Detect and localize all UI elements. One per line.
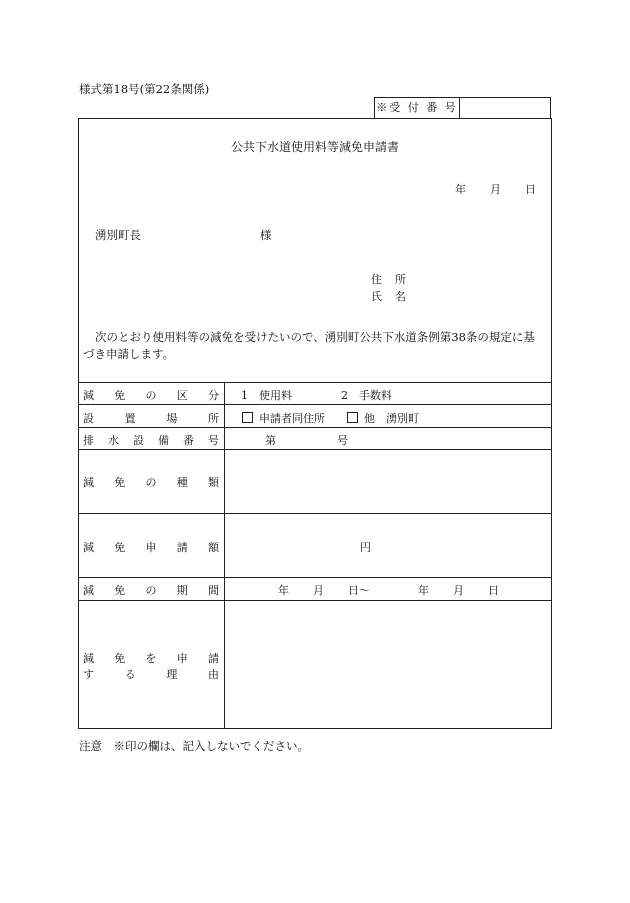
date-day: 日 — [525, 183, 536, 196]
table-line — [78, 513, 552, 514]
period-start-day: 日〜 — [348, 584, 370, 597]
category-option-service-fee[interactable]: 2 手数料 — [341, 389, 392, 402]
drainage-number-prefix: 第 — [265, 434, 276, 447]
date-year: 年 — [455, 183, 466, 196]
reason-label-line1: 減 免 を 申 請 — [83, 652, 219, 665]
date-month: 月 — [490, 183, 501, 196]
reduction-period-label: 減 免 の 期 間 — [83, 584, 219, 597]
period-end-day: 日 — [488, 584, 499, 597]
table-line — [78, 577, 552, 578]
drainage-number-label: 排 水 設 備 番 号 — [83, 434, 219, 447]
period-start-month: 月 — [313, 584, 324, 597]
name-label-2: 名 — [395, 290, 406, 303]
period-end-year: 年 — [418, 584, 429, 597]
name-label-1: 氏 — [371, 290, 382, 303]
category-option-usage-fee[interactable]: 1 使用料 — [241, 389, 292, 402]
period-end-month: 月 — [453, 584, 464, 597]
location-option-same-address[interactable]: 申請者同住所 — [242, 410, 325, 426]
drainage-number-suffix: 号 — [337, 434, 348, 447]
address-label-2: 所 — [395, 273, 406, 286]
table-line — [78, 449, 552, 450]
location-label: 設 置 場 所 — [83, 412, 219, 425]
table-line — [78, 382, 552, 383]
reduction-amount-label: 減 免 申 請 額 — [83, 541, 219, 554]
form-title: 公共下水道使用料等減免申請書 — [230, 140, 399, 154]
request-text: 次のとおり使用料等の減免を受けたいので、湧別町公共下水道条例第38条の規定に基づき申請します。 — [83, 330, 535, 361]
category-label: 減 免 の 区 分 — [83, 389, 219, 402]
note: 注意 ※印の欄は、記入しないでください。 — [79, 739, 309, 753]
reduction-type-label: 減 免 の 種 類 — [83, 476, 219, 489]
period-start-year: 年 — [278, 584, 289, 597]
receipt-number-label: ※受 付 番 号 — [375, 98, 460, 118]
addressee-name: 湧別町長 — [95, 228, 141, 242]
table-divider — [224, 382, 225, 728]
location-option-other[interactable]: 他 湧別町 — [347, 410, 419, 426]
checkbox-icon[interactable] — [347, 412, 358, 423]
addressee-honorific: 様 — [260, 228, 272, 242]
checkbox-icon[interactable] — [242, 412, 253, 423]
table-line — [78, 427, 552, 428]
address-label-1: 住 — [371, 273, 382, 286]
reduction-amount-unit: 円 — [360, 541, 371, 554]
table-line — [78, 600, 552, 601]
reason-label-line2: す る 理 由 — [83, 668, 219, 681]
receipt-number-box — [374, 97, 551, 119]
form-number: 様式第18号(第22条関係) — [79, 82, 210, 96]
table-line — [78, 404, 552, 405]
